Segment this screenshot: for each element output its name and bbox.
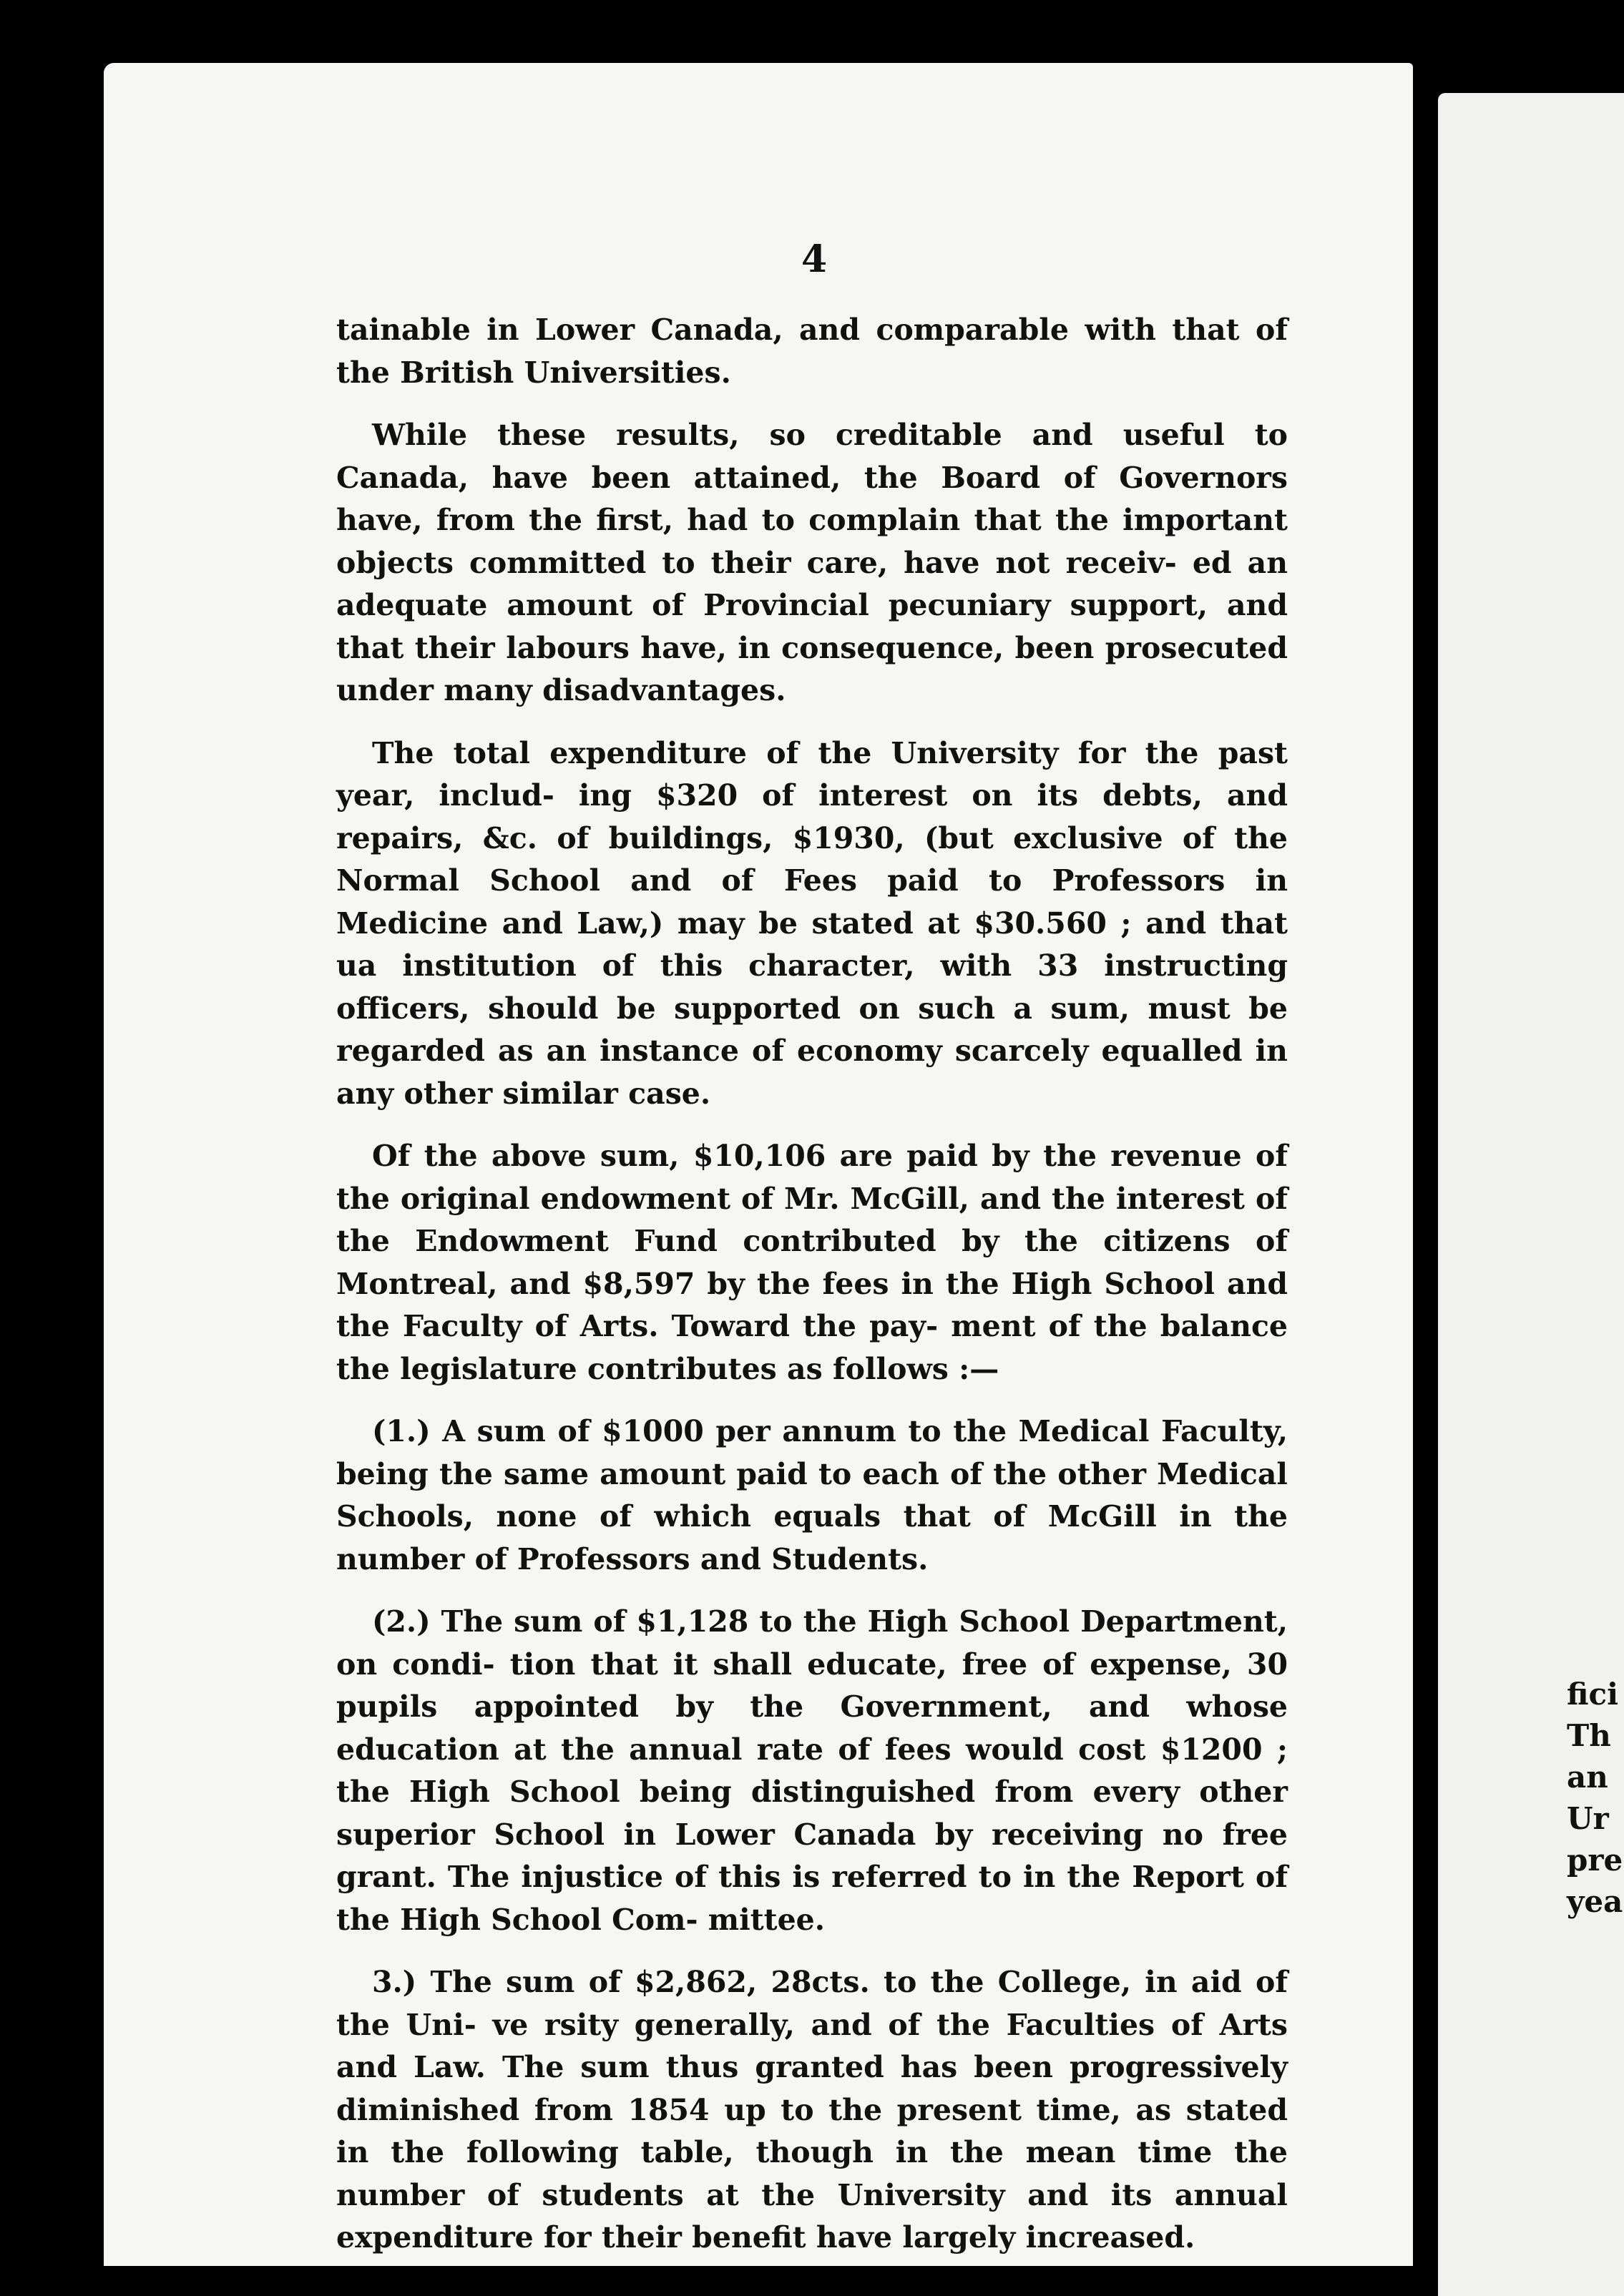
paragraph: Of the above sum, $10,106 are paid by the revenue of the original endowment of Mr. McGill, and the interest of the Endowment Fund contributed by the citizens of Montreal, and $8,597 by the fees in the High School and the Faculty of Arts. Toward the pay- ment of the balance the legislature contributes as follows :— [336, 1139, 1288, 1386]
adjacent-line: fici [1567, 1677, 1619, 1712]
adjacent-line: an [1567, 1760, 1608, 1795]
paragraph: tainable in Lower Canada, and comparable with that of the British Universities. [336, 313, 1288, 390]
paragraph: (1.) A sum of $1000 per annum to the Medical Faculty, being the same amount paid to each of the other Medical Schools, none of which equals that of McGill in the number of Professors and Students. [336, 1414, 1288, 1576]
page-number: 4 [801, 237, 828, 281]
adjacent-page-text [1567, 1674, 1623, 1923]
adjacent-line: Th [1567, 1718, 1611, 1753]
adjacent-line: yea [1567, 1884, 1623, 1919]
paragraph: While these results, so creditable and useful to Canada, have been attained, the Board of Governors have, from the first, had to complain that the important objects committed to their care, have not receiv- ed an adequate amount of Provincial pecuniary support, and that their labours have, in consequence, been prosecuted under many disadvantages. [336, 418, 1288, 707]
adjacent-page-edge [1438, 93, 1624, 2296]
adjacent-line: Ur [1567, 1801, 1609, 1836]
paragraph: 3.) The sum of $2,862, 28cts. to the College, in aid of the Uni- ve rsity generally, and of the Faculties of Arts and Law. The sum thus granted has been progressively diminished from 1854 up to the present time, as stated in the following table, though in the mean time the number of students at the University and its annual expenditure for their benefit have largely increased. [336, 1965, 1288, 2255]
paragraph: (2.) The sum of $1,128 to the High School Department, on condi- tion that it shall educate, free of expense, 30 pupils appointed by the Government, and whose education at the annual rate of fees would cost $1200 ; the High School being distinguished from every other superior School in Lower Canada by receiving no free grant. The injustice of this is referred to in the Report of the High School Com- mittee. [336, 1604, 1288, 1937]
paragraph: The total expenditure of the University for the past year, includ- ing $320 of interest on its debts, and repairs, &c. of buildings, $1930, (but exclusive of the Normal School and of Fees paid to Professors in Medicine and Law,) may be stated at $30.560 ; and that ua institution of this character, with 33 instructing officers, should be supported on such a sum, must be regarded as an instance of economy scarcely equalled in any other similar case. [336, 735, 1288, 1111]
body-text [336, 309, 1288, 2280]
adjacent-line: pre [1567, 1843, 1623, 1878]
